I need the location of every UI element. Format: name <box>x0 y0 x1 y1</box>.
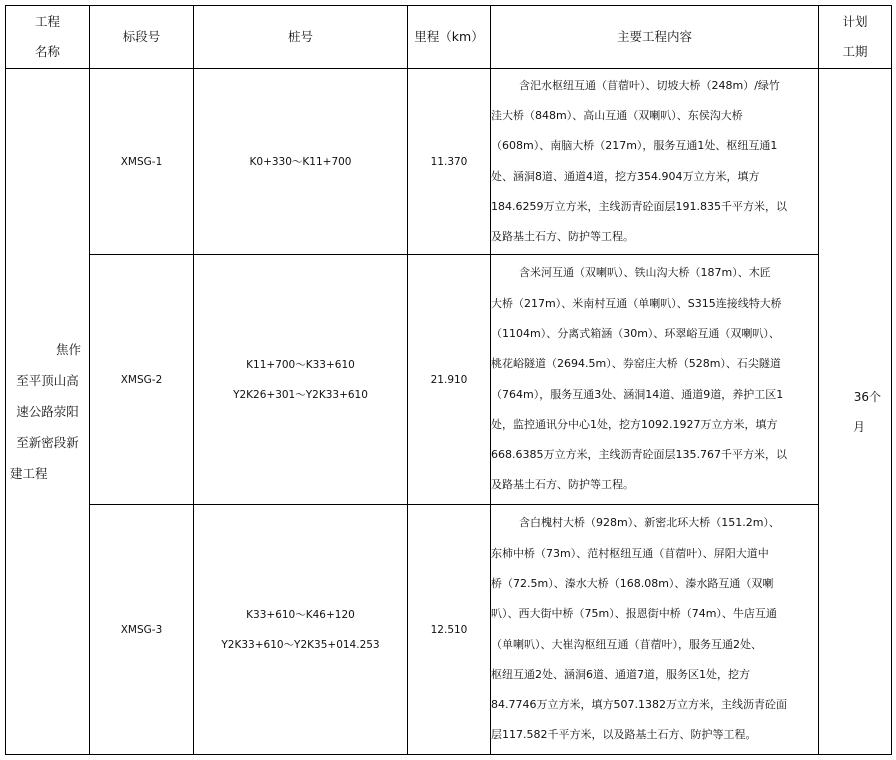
content-line: 桥（72.5m）、溱水大桥（168.08m）、溱水路互通（双喇 <box>491 576 774 590</box>
content-line: 处，监控通讯分中心1处，挖方1092.1927万立方米，填方 <box>491 417 778 431</box>
content-line: 184.6259万立方米，主线沥青砼面层191.835千平方米，以 <box>491 199 787 213</box>
mileage-cell: 12.510 <box>408 505 491 755</box>
project-name-line: 至新密段新 <box>16 435 79 450</box>
header-section-no: 标段号 <box>90 6 194 69</box>
content-line: 668.6385万立方米，主线沥青砼面层135.767千平方米，以 <box>491 448 787 462</box>
stake-cell <box>194 69 408 255</box>
header-stake-no: 桩号 <box>194 6 408 69</box>
header-period-line: 计划 <box>842 14 868 29</box>
content-line: 含白槐村大桥（928m）、新密北环大桥（151.2m）、 <box>519 516 780 530</box>
header-project-name <box>6 6 90 69</box>
stake-cell <box>194 255 408 505</box>
header-period-line: 工期 <box>842 44 868 59</box>
content-line: 洼大桥（848m）、高山互通（双喇叭）、东侯沟大桥 <box>491 108 743 122</box>
project-name-line: 建工程 <box>10 466 48 481</box>
section-cell: XMSG-2 <box>90 255 194 505</box>
period-cell <box>819 69 892 755</box>
header-main-content: 主要工程内容 <box>491 6 819 69</box>
table-row <box>6 255 892 505</box>
stake-cell <box>194 505 408 755</box>
content-line: 大桥（217m）、米南村互通（单喇叭）、S315连接线特大桥 <box>491 296 782 310</box>
stake-line: Y2K26+301～Y2K33+610 <box>233 388 368 401</box>
content-line: 含汜水枢纽互通（苜蓿叶）、切坡大桥（248m）/绿竹 <box>519 78 780 92</box>
content-cell <box>491 255 819 505</box>
stake-line: K0+330～K11+700 <box>249 155 352 168</box>
content-line: 处、涵洞8道、通道4道，挖方354.904万立方米，填方 <box>491 169 760 183</box>
mileage-cell: 11.370 <box>408 69 491 255</box>
content-line: 东柿中桥（73m）、范村枢纽互通（苜蓿叶）、屏阳大道中 <box>491 546 769 560</box>
content-cell <box>491 505 819 755</box>
project-name-line: 至平顶山高 <box>16 373 79 388</box>
content-line: 及路基土石方、防护等工程。 <box>491 230 634 244</box>
header-period <box>819 6 892 69</box>
mileage-cell: 21.910 <box>408 255 491 505</box>
content-line: （1104m）、分离式箱涵（30m）、环翠峪互通（双喇叭）、 <box>491 326 780 340</box>
content-line: 枢纽互通2处、涵洞6道、通道7道，服务区1处，挖方 <box>491 667 750 681</box>
table-row <box>6 69 892 255</box>
content-line: （单喇叭）、大崔沟枢纽互通（苜蓿叶），服务互通2处、 <box>491 637 762 651</box>
stake-line: K11+700～K33+610 <box>246 358 355 371</box>
project-name-cell <box>6 69 90 755</box>
content-line: （608m）、南脑大桥（217m），服务互通1处、枢纽互通1 <box>491 139 778 153</box>
project-name-line: 焦作 <box>55 342 81 357</box>
content-line: 层117.582千平方米，以及路基土石方、防护等工程。 <box>491 728 757 742</box>
period-line: 月 <box>853 419 866 434</box>
content-line: 84.7746万立方米，填方507.1382万立方米，主线沥青砼面 <box>491 698 787 712</box>
stake-line: K33+610～K46+120 <box>246 608 355 621</box>
content-line: 含米河互通（双喇叭）、铁山沟大桥（187m）、木匠 <box>519 266 771 280</box>
stake-line: Y2K33+610～Y2K35+014.253 <box>221 638 380 651</box>
content-line: 叭）、西大街中桥（75m）、报恩街中桥（74m）、牛店互通 <box>491 607 777 621</box>
header-project-name-line: 工程 <box>34 14 60 29</box>
content-cell <box>491 69 819 255</box>
project-table <box>5 5 892 755</box>
content-line: 及路基土石方、防护等工程。 <box>491 478 634 492</box>
header-project-name-line: 名称 <box>34 44 60 59</box>
project-name-line: 速公路荥阳 <box>16 404 79 419</box>
table-row <box>6 505 892 755</box>
section-cell: XMSG-3 <box>90 505 194 755</box>
content-line: （764m），服务互通3处、涵洞14道、通道9道，养护工区1 <box>491 387 784 401</box>
period-line: 36个 <box>853 389 881 404</box>
section-cell: XMSG-1 <box>90 69 194 255</box>
header-row <box>6 6 892 69</box>
content-line: 桃花峪隧道（2694.5m）、券窑庄大桥（528m）、石尖隧道 <box>491 357 781 371</box>
header-mileage: 里程（km） <box>408 6 491 69</box>
